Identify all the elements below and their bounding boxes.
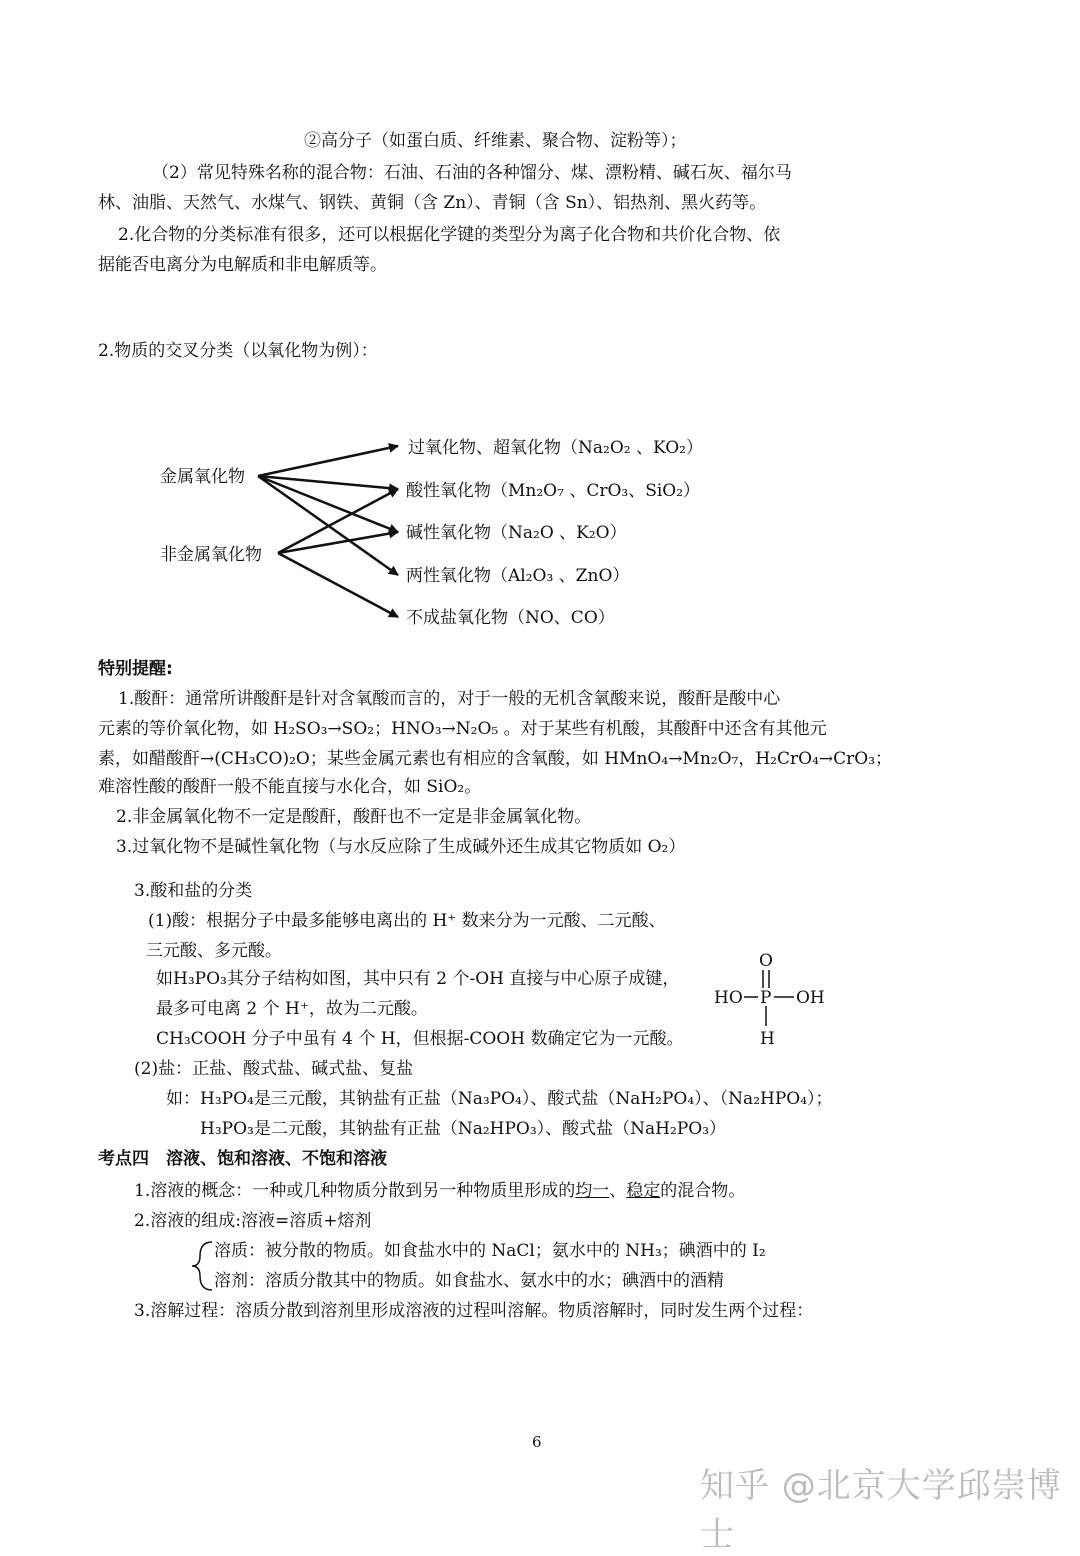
text-line: （2）常见特殊名称的混合物：石油、石油的各种馏分、煤、漂粉精、碱石灰、福尔马	[152, 163, 792, 183]
underlined-term: 稳定	[626, 1181, 661, 1201]
text-line: 素，如醋酸酐→(CH₃CO)₂O；某些金属元素也有相应的含氧酸，如 HMnO₄→Mn₂O₇，H₂CrO₄→CrO₃；	[98, 749, 893, 769]
diagram-target: 两性氧化物（Al₂O₃ 、ZnO）	[406, 566, 630, 586]
text-line: 据能否电离分为电解质和非电解质等。	[98, 255, 387, 275]
text-line: 林、油脂、天然气、水煤气、钢铁、黄铜（含 Zn）、青铜（含 Sn）、铝热剂、黑火药等。	[98, 193, 767, 213]
text-span: 1.溶液的概念：一种或几种物质分散到另一种物质里形成的	[134, 1181, 576, 1201]
diagram-target: 碱性氧化物（Na₂O 、K₂O）	[406, 523, 627, 543]
underlined-term: 均一	[575, 1181, 610, 1201]
page-number: 6	[532, 1433, 542, 1451]
brace	[192, 1242, 212, 1290]
text-line: 难溶性酸的酸酐一般不能直接与水化合，如 SiO₂。	[98, 777, 482, 797]
text-line: CH₃COOH 分子中虽有 4 个 H，但根据-COOH 数确定它为一元酸。	[156, 1029, 684, 1049]
atom-ho: HO	[714, 988, 743, 1008]
text-line: (1)酸：根据分子中最多能够电离出的 H⁺ 数来分为一元酸、二元酸、	[148, 911, 666, 931]
text-line: 3.溶解过程：溶质分散到溶剂里形成溶液的过程叫溶解。物质溶解时，同时发生两个过程：	[134, 1301, 814, 1321]
diagram-target: 酸性氧化物（Mn₂O₇ 、CrO₃、SiO₂）	[406, 481, 701, 501]
arrow	[258, 446, 398, 476]
diagram-target: 过氧化物、超氧化物（Na₂O₂ 、KO₂）	[408, 438, 703, 458]
text-line: 最多可电离 2 个 H⁺，故为二元酸。	[156, 999, 428, 1019]
text-span: 、	[609, 1181, 627, 1201]
text-line: 3.过氧化物不是碱性氧化物（与水反应除了生成碱外还生成其它物质如 O₂）	[116, 837, 686, 857]
tip-title: 特别提醒:	[98, 659, 173, 679]
atom-p: P	[760, 988, 772, 1008]
text-line	[134, 1180, 745, 1202]
text-line: 1.酸酐：通常所讲酸酐是针对含氧酸而言的，对于一般的无机含氧酸来说，酸酐是酸中心	[118, 689, 781, 709]
text-line: ②高分子（如蛋白质、纤维素、聚合物、淀粉等）；	[304, 131, 687, 151]
arrow	[258, 476, 398, 489]
section-title: 考点四 溶液、饱和溶液、不饱和溶液	[98, 1149, 387, 1169]
text-line: 溶质：被分散的物质。如食盐水中的 NaCl；氨水中的 NH₃；碘酒中的 I₂	[214, 1241, 766, 1261]
text-line: 溶剂：溶质分散其中的物质。如食盐水、氨水中的水；碘酒中的酒精	[214, 1271, 724, 1291]
text-line: 2.化合物的分类标准有很多，还可以根据化学键的类型分为离子化合物和共价化合物、依	[118, 225, 781, 245]
text-line: (2)盐：正盐、酸式盐、碱式盐、复盐	[134, 1059, 414, 1079]
atom-o: O	[759, 951, 773, 971]
text-line: 元素的等价氧化物，如 H₂SO₃→SO₂；HNO₃→N₂O₅ 。对于某些有机酸，其酸酐中还含有其他元	[98, 719, 827, 739]
section-heading: 2.物质的交叉分类（以氧化物为例）：	[98, 341, 378, 361]
text-line: 如H₃PO₃其分子结构如图，其中只有 2 个-OH 直接与中心原子成键，	[156, 969, 680, 989]
atom-h: H	[760, 1029, 775, 1049]
text-line: 如：H₃PO₄是三元酸，其钠盐有正盐（Na₃PO₄）、酸式盐（NaH₂PO₄）、（Na₂HPO₄）；	[166, 1089, 833, 1109]
text-span: 的混合物。	[660, 1181, 746, 1201]
text-line: H₃PO₃是二元酸，其钠盐有正盐（Na₂HPO₃）、酸式盐（NaH₂PO₃）	[200, 1119, 727, 1139]
metal-oxide-label: 金属氧化物	[160, 467, 245, 487]
text-line: 2.非金属氧化物不一定是酸酐，酸酐也不一定是非金属氧化物。	[116, 807, 592, 827]
atom-oh: OH	[796, 988, 825, 1008]
nonmetal-oxide-label: 非金属氧化物	[160, 545, 262, 565]
text-line: 2.溶液的组成:溶液=溶质+熔剂	[134, 1211, 372, 1231]
diagram-target: 不成盐氧化物（NO、CO）	[406, 608, 615, 628]
arrow	[258, 476, 398, 532]
watermark: 知乎 @北京大学邱崇博士	[700, 1466, 1062, 1555]
text-line: 3.酸和盐的分类	[134, 881, 253, 901]
text-line: 三元酸、多元酸。	[146, 941, 282, 961]
